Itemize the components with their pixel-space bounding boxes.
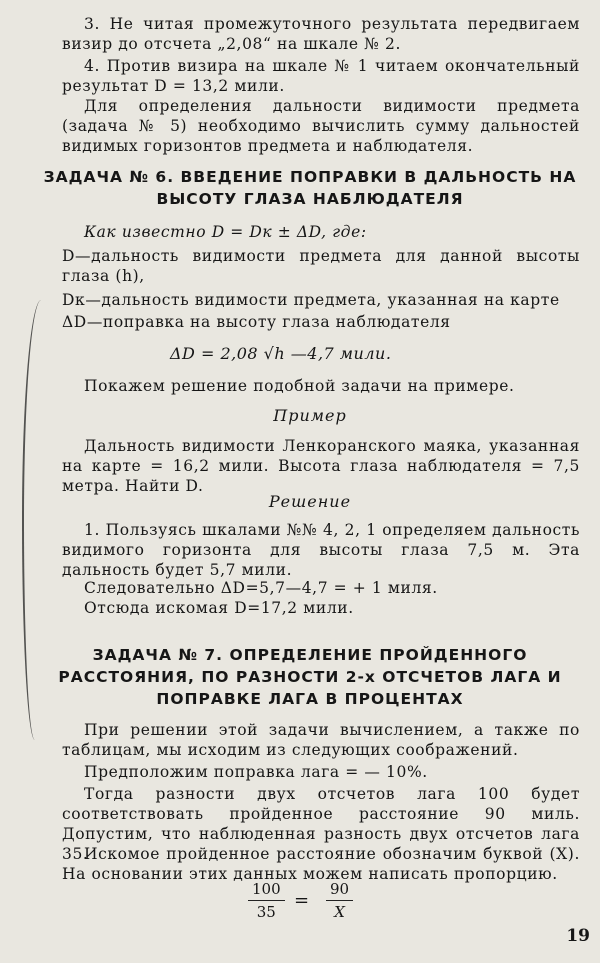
paragraph-visibility-note: Для определения дальности видимости предмета (задача № 5) необходимо вычислить сумму дальностей видимых горизонтов предмета и наблюдателя. xyxy=(62,97,580,155)
paragraph-proportion-intro: Искомое пройденное расстояние обозначим буквой (X). На основании этих данных можем написать пропорцию. xyxy=(62,845,580,883)
fraction-right-denominator: X xyxy=(334,903,345,921)
fraction-equals-sign: = xyxy=(294,890,310,911)
formula-delta-d: ΔD = 2,08 √h —4,7 мили. xyxy=(170,344,392,363)
fraction-right-numerator: 90 xyxy=(326,880,353,901)
paragraph-def-delta-d: ΔD—поправка на высоту глаза наблюдателя xyxy=(62,313,451,331)
paragraph-task-7-intro: При решении этой задачи вычислением, а также по таблицам, мы исходим из следующих соображений. xyxy=(62,721,580,759)
paragraph-solution-final: Отсюда искомая D=17,2 мили. xyxy=(84,599,354,617)
paragraph-step-4: 4. Против визира на шкале № 1 читаем окончательный результат D = 13,2 мили. xyxy=(62,57,580,95)
paragraph-example-intro: Покажем решение подобной задачи на примере. xyxy=(84,377,515,395)
heading-task-6: ЗАДАЧА № 6. ВВЕДЕНИЕ ПОПРАВКИ В ДАЛЬНОСТЬ НА ВЫСОТУ ГЛАЗА НАБЛЮДАТЕЛЯ xyxy=(43,168,577,208)
paragraph-def-dk: Dк—дальность видимости предмета, указанная на карте xyxy=(62,291,560,309)
paragraph-log-difference: Тогда разности двух отсчетов лага 100 будет соответствовать пройденное расстояние 90 миль. Допустим, что наблюденная разность двух отсчетов лага 35. xyxy=(62,785,580,863)
paragraph-formula-intro: Как известно D = Dк ± ΔD, где: xyxy=(84,223,367,241)
paragraph-example-body: Дальность видимости Ленкоранского маяка, указанная на карте = 16,2 мили. Высота глаза наблюдателя = 7,5 метра. Найти D. xyxy=(62,437,580,495)
paragraph-def-d: D—дальность видимости предмета для данной высоты глаза (h), xyxy=(62,247,580,285)
paragraph-log-correction: Предположим поправка лага = — 10%. xyxy=(84,763,428,781)
heading-task-7: ЗАДАЧА № 7. ОПРЕДЕЛЕНИЕ ПРОЙДЕННОГО РАССТОЯНИЯ, ПО РАЗНОСТИ 2-х ОТСЧЕТОВ ЛАГА И ПОПРАВКЕ ЛАГА В ПРОЦЕНТАХ xyxy=(58,646,562,708)
fraction-left xyxy=(248,880,285,921)
paragraph-step-3: 3. Не читая промежуточного результата передвигаем визир до отсчета „2,08“ на шкале № 2. xyxy=(62,15,580,53)
caption-solution: Решение xyxy=(268,492,352,511)
fraction-right xyxy=(326,880,353,921)
paragraph-solution-result: Следовательно ΔD=5,7—4,7 = + 1 миля. xyxy=(84,579,438,597)
page-number: 19 xyxy=(566,926,590,946)
fraction-left-numerator: 100 xyxy=(248,880,285,901)
caption-example: Пример xyxy=(273,406,347,425)
fraction-left-denominator: 35 xyxy=(256,903,276,921)
paragraph-solution-step-1: 1. Пользуясь шкалами №№ 4, 2, 1 определяем дальность видимого горизонта для высоты глаза 7,5 м. Эта дальность будет 5,7 мили. xyxy=(62,521,580,579)
